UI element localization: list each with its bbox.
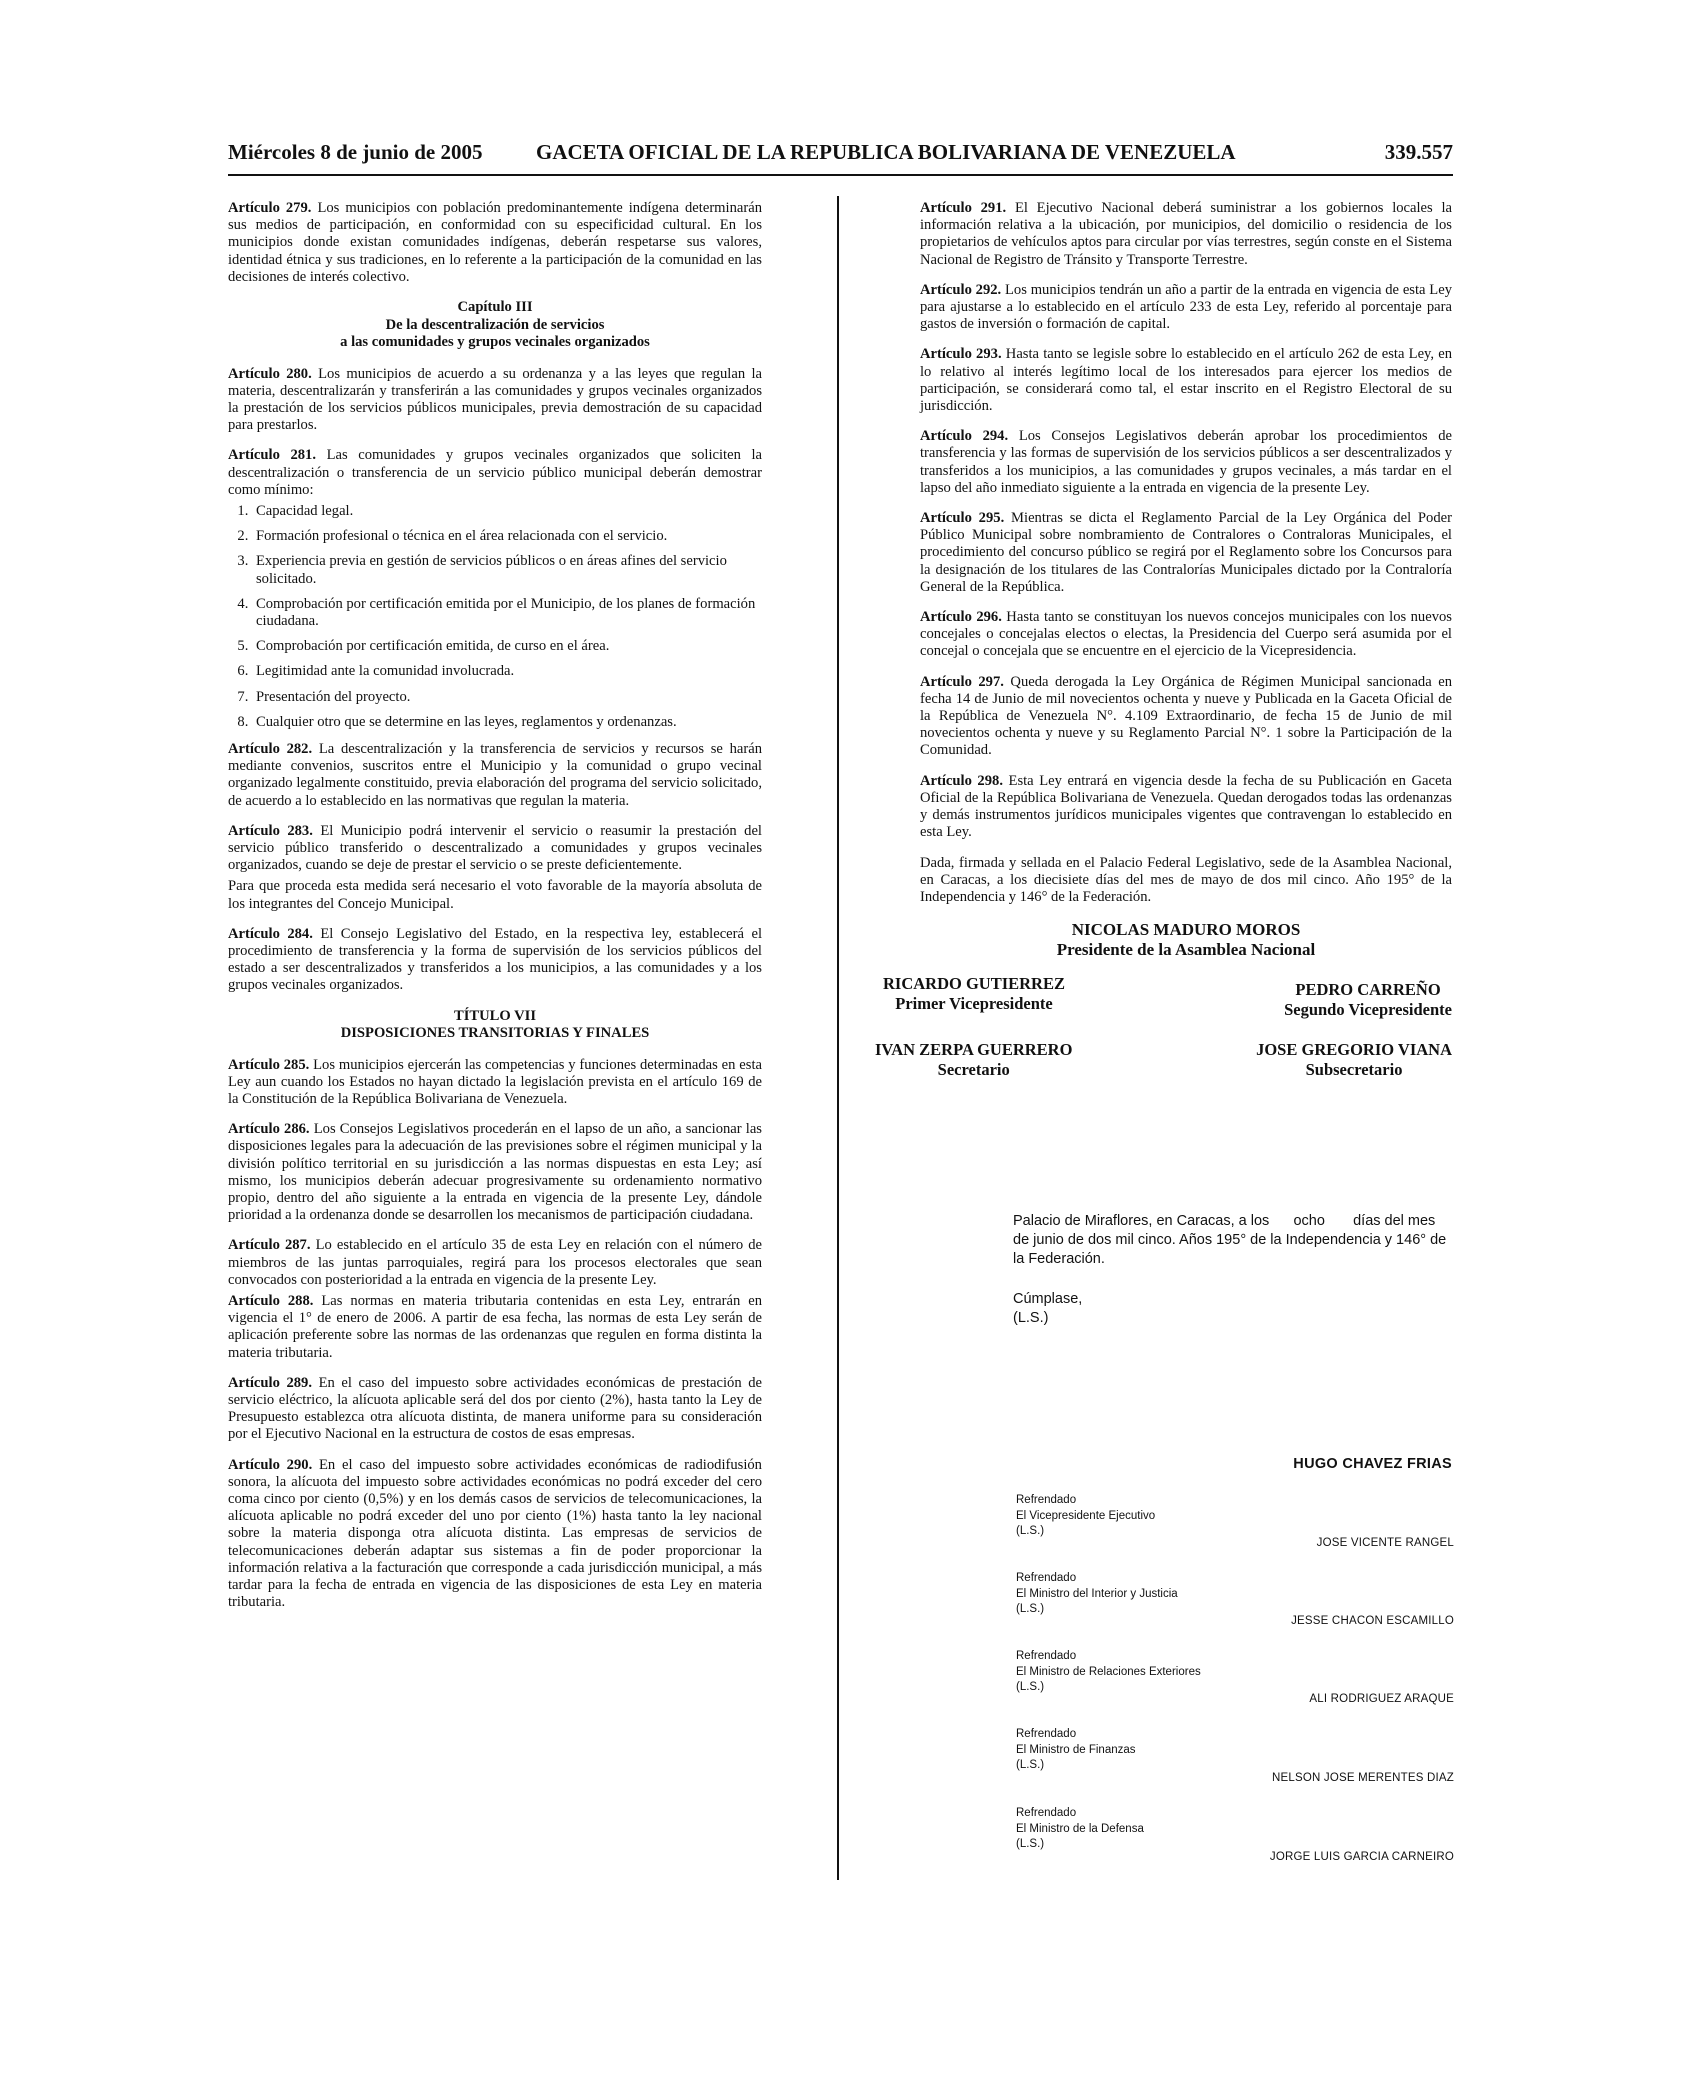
article-288: Artículo 288. Las normas en materia tributaria contenidas en esta Ley, entrarán en vigencia el 1° de enero de 2006. A partir de esa fecha, las normas de esta Ley serán de aplicación preferente sobre las normas de las ordenanzas que regulen en forma distinta la materia tributaria.: [228, 1293, 762, 1361]
signature-president-assembly: NICOLAS MADURO MOROS Presidente de la Asamblea Nacional: [1056, 920, 1316, 960]
article-285: Artículo 285. Los municipios ejercerán las competencias y funciones determinadas en esta Ley aun cuando los Estados no hayan dictado la legislación prevista en el artículo 169 de la Constitución de la República Bolivariana de Venezuela.: [228, 1056, 762, 1108]
refrendo-block-1: Refrendado El Vicepresidente Ejecutivo (L.S.): [1016, 1494, 1156, 1537]
signature-row-2: [875, 1040, 1452, 1086]
header-date: Miércoles 8 de junio de 2005: [228, 140, 483, 164]
list-item: 2. Formación profesional o técnica en el área relacionada con el servicio.: [252, 528, 762, 545]
refrendo-name-3: ALI RODRIGUEZ ARAQUE: [1309, 1693, 1454, 1705]
dada-paragraph: Dada, firmada y sellada en el Palacio Federal Legislativo, sede de la Asamblea Nacional, en Caracas, a los diecisiete días del mes de mayo de dos mil cinco. Año 195° de la Independencia y 146° de la Federación.: [920, 854, 1452, 905]
article-294: Artículo 294. Los Consejos Legislativos deberán aprobar los procedimientos de transferencia y las formas de supervisión de los servicios públicos a ser descentralizados y transferidos a los municipios, a las comunidades y grupos vecinales, a más tardar en el lapso del año inmediato siguiente a la entrada en vigencia de la presente Ley.: [920, 428, 1452, 496]
list-item: 3. Experiencia previa en gestión de servicios públicos o en áreas afines del servicio solicitado.: [252, 553, 762, 587]
article-290: Artículo 290. En el caso del impuesto sobre actividades económicas de radiodifusión sonora, la alícuota del impuesto sobre actividades económicas no podrá exceder del cero coma cinco por ciento (0,5%) y en los demás casos de servicios de telecomunicaciones, la alícuota aplicable no podrá exceder del uno por ciento (1%) hasta tanto la ley nacional sobre la materia disponga otra alícuota distinta. Las empresas de servicios de telecomunicaciones deberán adaptar sus sistemas a fin de poder proporcionar la información relativa a la facturación que corresponde a cada jurisdicción municipal, a más tardar para la fecha de entrada en vigencia de las disposiciones de esta Ley en materia tributaria.: [228, 1456, 762, 1611]
title-7-heading: TÍTULO VII DISPOSICIONES TRANSITORIAS Y FINALES: [340, 1007, 650, 1042]
article-281: Artículo 281. Las comunidades y grupos vecinales organizados que soliciten la descentralización o transferencia de un servicio público municipal deberán demostrar como mínimo:: [228, 447, 762, 498]
signature-second-vp: PEDRO CARREÑO Segundo Vicepresidente: [1284, 980, 1452, 1020]
list-item: 6. Legitimidad ante la comunidad involucrada.: [252, 663, 762, 680]
refrendo-name-4: NELSON JOSE MERENTES DIAZ: [1271, 1772, 1454, 1784]
signature-subsecretary: JOSE GREGORIO VIANA Subsecretario: [1256, 1040, 1452, 1080]
page-header: [228, 140, 1453, 176]
signature-first-vp: RICARDO GUTIERREZ Primer Vicepresidente: [883, 974, 1065, 1014]
refrendo-block-4: Refrendado El Ministro de Finanzas (L.S.): [1016, 1728, 1136, 1771]
list-item: 4. Comprobación por certificación emitida por el Municipio, de los planes de formación ciudadana.: [252, 596, 762, 630]
article-280: Artículo 280. Los municipios de acuerdo a su ordenanza y a las leyes que regulan la materia, descentralizarán y transferirán a las comunidades y grupos vecinales organizados la prestación de los servicios públicos municipales, previa demostración de su capacidad para prestarlos.: [228, 365, 762, 434]
refrendo-name-1: JOSE VICENTE RANGEL: [1316, 1537, 1454, 1549]
refrendo-block-5: Refrendado El Ministro de la Defensa (L.S.): [1016, 1807, 1144, 1850]
article-279: Artículo 279. Los municipios con población predominantemente indígena determinarán sus medios de participación, en conformidad con su especificidad cultural. En los municipios donde existan comunidades indígenas, deberán respetarse sus valores, identidad étnica y sus tradiciones, en lo referente a la participación de la comunidad en las decisiones de interés colectivo.: [228, 200, 762, 285]
column-divider: [837, 196, 839, 1880]
signature-president-republic: HUGO CHAVEZ FRIAS: [1293, 1456, 1452, 1472]
requirements-list: [228, 503, 762, 731]
article-286: Artículo 286. Los Consejos Legislativos procederán en el lapso de un año, a sancionar las disposiciones legales para la adecuación de las previsiones sobre el régimen municipal y la división político territorial en su jurisdicción a las normas dispuestas en esta Ley; así mismo, los municipios deberán adecuar progresivamente su ordenamiento normativo propio, dentro del año siguiente a la entrada en vigencia de la presente Ley, dándole prioridad a la ordenanza donde se desarrollen los mecanismos de participación ciudadana.: [228, 1121, 762, 1224]
article-287: Artículo 287. Lo establecido en el artículo 35 de esta Ley en relación con el número de miembros de las juntas parroquiales, regirá para los procesos electorales que sean convocados con posterioridad a la entrada en vigencia de la presente Ley.: [228, 1237, 762, 1288]
article-292: Artículo 292. Los municipios tendrán un año a partir de la entrada en vigencia de esta Ley para ajustarse a lo establecido en el artículo 233 de esta Ley, referido al porcentaje para gastos de inversión o formación de capital.: [920, 281, 1452, 333]
article-283-paragraph: Para que proceda esta medida será necesario el voto favorable de la mayoría absoluta de los integrantes del Concejo Municipal.: [228, 878, 762, 912]
refrendo-name-5: JORGE LUIS GARCIA CARNEIRO: [1269, 1851, 1454, 1863]
cumplase-block: Cúmplase, (L.S.): [1013, 1291, 1083, 1326]
refrendo-block-3: Refrendado El Ministro de Relaciones Exteriores (L.S.): [1016, 1650, 1201, 1693]
list-item: 5. Comprobación por certificación emitida, de curso en el área.: [252, 638, 762, 655]
right-column: [875, 200, 1452, 1106]
left-column: [228, 200, 762, 1625]
article-297: Artículo 297. Queda derogada la Ley Orgánica de Régimen Municipal sancionada en fecha 14 de Junio de mil novecientos ochenta y nueve y Publicada en la Gaceta Oficial de la República de Venezuela N°. 4.109 Extraordinario, de fecha 15 de Junio de mil novecientos ochenta y nueve y su Reglamento Parcial N°. 1 sobre la Participación de la Comunidad.: [920, 673, 1452, 759]
article-282: Artículo 282. La descentralización y la transferencia de servicios y recursos se harán mediante convenios, suscritos entre el Municipio y la comunidad o grupo vecinal organizado legalmente constituido, previa elaboración del programa del servicio solicitado, de acuerdo a lo establecido en las normativas que regulan la materia.: [228, 740, 762, 809]
chapter-3-heading: Capítulo III De la descentralización de servicios a las comunidades y grupos vecinales organizados: [340, 299, 650, 351]
list-item: 1. Capacidad legal.: [252, 503, 762, 520]
list-item: 8. Cualquier otro que se determine en las leyes, reglamentos y ordenanzas.: [252, 714, 762, 731]
article-293: Artículo 293. Hasta tanto se legisle sobre lo establecido en el artículo 262 de esta Ley, en lo relativo al interés legítimo local de los interesados para ejercer los medios de participación, se considerará como tal, el estar inscrito en el Registro Electoral de su jurisdicción.: [920, 346, 1452, 415]
refrendo-block-2: Refrendado El Ministro del Interior y Justicia (L.S.): [1016, 1572, 1178, 1615]
article-298: Artículo 298. Esta Ley entrará en vigencia desde la fecha de su Publicación en Gaceta Oficial de la República Bolivariana de Venezuela. Quedan derogados todas las ordenanzas y demás instrumentos jurídicos municipales vigentes que contravengan lo establecido en esta Ley.: [920, 772, 1452, 841]
gazette-title: GACETA OFICIAL DE LA REPUBLICA BOLIVARIANA DE VENEZUELA: [536, 140, 1236, 164]
article-295: Artículo 295. Mientras se dicta el Reglamento Parcial de la Ley Orgánica del Poder Público Municipal sobre nombramiento de Contralores o Contraloras Municipales, el procedimiento del concurso público se regirá por el Reglamento sobre los Concursos para la designación de los titulares de las Contralorías Municipales dictado por la Contraloría General de la República.: [920, 510, 1452, 595]
article-296: Artículo 296. Hasta tanto se constituyan los nuevos concejos municipales con los nuevos concejales o concejalas electos o electas, la Presidencia del Cuerpo será asumida por el concejal o concejala que se encuentre en el ejercicio de la Vicepresidencia.: [920, 609, 1452, 660]
refrendo-name-2: JESSE CHACON ESCAMILLO: [1291, 1615, 1454, 1627]
palacio-paragraph: Palacio de Miraflores, en Caracas, a los ocho días del mes de junio de dos mil cinco. Años 195° de la Independencia y 146° de la Federación.: [1013, 1213, 1451, 1267]
list-item: 7. Presentación del proyecto.: [252, 689, 762, 706]
article-284: Artículo 284. El Consejo Legislativo del Estado, en la respectiva ley, establecerá el procedimiento de transferencia y la forma de supervisión de los servicios públicos del estado a ser descentralizados y transferidos a los municipios, a las comunidades y a los grupos vecinales organizados.: [228, 925, 762, 994]
page-number: 339.557: [1384, 140, 1453, 164]
signature-secretary: IVAN ZERPA GUERRERO Secretario: [875, 1040, 1073, 1080]
signature-row-1: [883, 974, 1452, 1020]
article-283: Artículo 283. El Municipio podrá intervenir el servicio o reasumir la prestación del servicio público transferido o descentralizado a comunidades y grupos vecinales organizados, cuando se deje de prestar el servicio o se preste deficientemente.: [228, 822, 762, 874]
article-291: Artículo 291. El Ejecutivo Nacional deberá suministrar a los gobiernos locales la información relativa a la ubicación, por municipios, del domicilio o residencia de los propietarios de vehículos aptos para circular por vías terrestres, según conste en el Sistema Nacional de Registro de Tránsito y Transporte Terrestre.: [920, 200, 1452, 268]
article-289: Artículo 289. En el caso del impuesto sobre actividades económicas de prestación de servicio eléctrico, la alícuota aplicable será del dos por ciento (2%), hasta tanto la Ley de Presupuesto establezca otra alícuota distinta, de manera uniforme para su consideración por el Ejecutivo Nacional en la estructura de costos de esas empresas.: [228, 1374, 762, 1443]
